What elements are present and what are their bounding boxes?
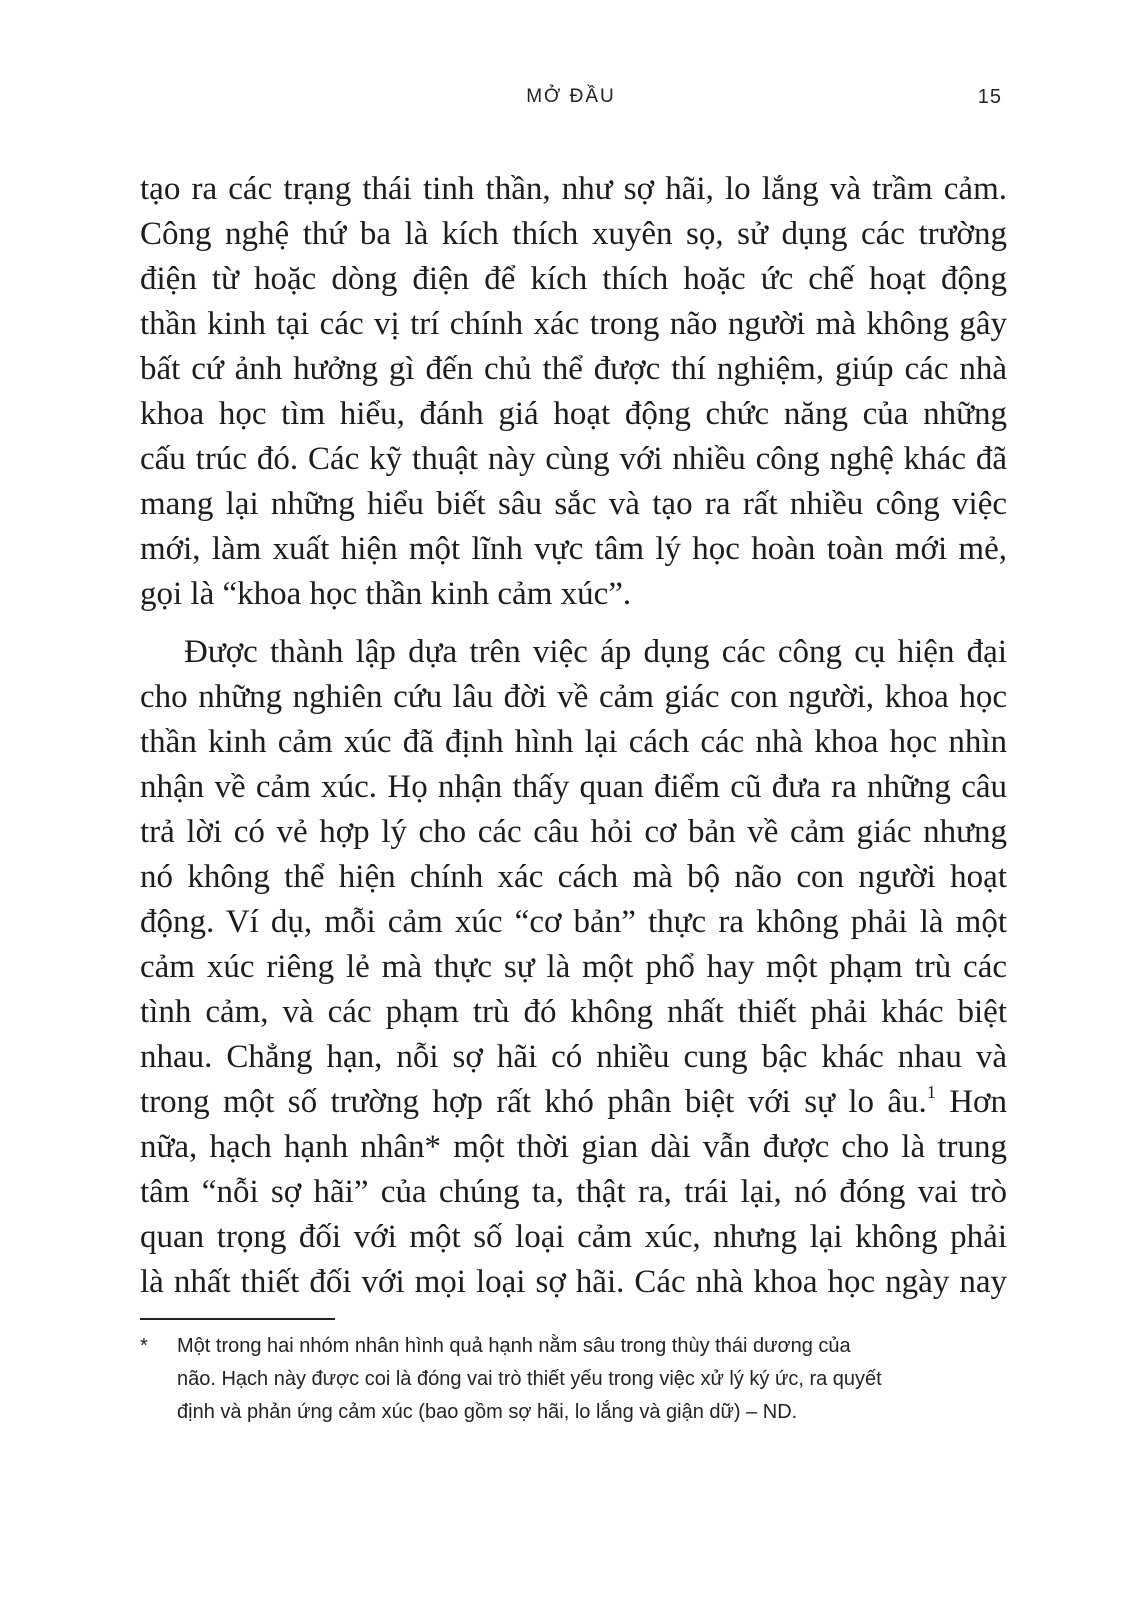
text-line: thần kinh cảm xúc đã định hình lại cách các nhà khoa học nhìn bbox=[140, 724, 1007, 760]
text-line: bất cứ ảnh hưởng gì đến chủ thể được thí nghiệm, giúp các nhà bbox=[140, 351, 1007, 387]
text-segment: Hơn bbox=[935, 1084, 1007, 1120]
text-line: gọi là “khoa học thần kinh cảm xúc”. bbox=[140, 576, 632, 612]
text-line: quan trọng đối với một số loại cảm xúc, nhưng lại không phải bbox=[140, 1219, 1007, 1255]
footnote-line: não. Hạch này được coi là đóng vai trò thiết yếu trong việc xử lý ký ức, ra quyết bbox=[177, 1368, 882, 1390]
text-line: mang lại những hiểu biết sâu sắc và tạo ra rất nhiều công việc bbox=[140, 486, 1007, 522]
text-line-with-footnote-ref bbox=[140, 1080, 1007, 1125]
text-line: nhận về cảm xúc. Họ nhận thấy quan điểm cũ đưa ra những câu bbox=[140, 769, 1007, 805]
text-line: khoa học tìm hiểu, đánh giá hoạt động chức năng của những bbox=[140, 396, 1007, 432]
text-line: tâm “nỗi sợ hãi” của chúng ta, thật ra, trái lại, nó đóng vai trò bbox=[140, 1174, 1007, 1210]
running-header-title: MỞ ĐẦU bbox=[526, 86, 616, 107]
text-line: nhau. Chẳng hạn, nỗi sợ hãi có nhiều cung bậc khác nhau và bbox=[140, 1039, 1007, 1075]
footnote bbox=[140, 1330, 1007, 1429]
text-line: Được thành lập dựa trên việc áp dụng các công cụ hiện đại bbox=[184, 634, 1007, 670]
paragraph-2 bbox=[140, 630, 1007, 1305]
text-line: cảm xúc riêng lẻ mà thực sự là một phổ hay một phạm trù các bbox=[140, 949, 1007, 985]
footnote-line: Một trong hai nhóm nhân hình quả hạnh nằm sâu trong thùy thái dương của bbox=[177, 1335, 851, 1357]
footnote-marker: * bbox=[140, 1335, 148, 1357]
text-line: cấu trúc đó. Các kỹ thuật này cùng với nhiều công nghệ khác đã bbox=[140, 441, 1007, 477]
text-line: động. Ví dụ, mỗi cảm xúc “cơ bản” thực ra không phải là một bbox=[140, 904, 1007, 940]
text-line: nó không thể hiện chính xác cách mà bộ não con người hoạt bbox=[140, 859, 1007, 895]
text-line: tạo ra các trạng thái tinh thần, như sợ hãi, lo lắng và trầm cảm. bbox=[140, 171, 1007, 207]
text-segment: trong một số trường hợp rất khó phân biệt với sự lo âu. bbox=[140, 1084, 927, 1120]
paragraph-gap bbox=[140, 617, 1007, 630]
footnote-divider bbox=[140, 1318, 335, 1320]
footnote-line: định và phản ứng cảm xúc (bao gồm sợ hãi, lo lắng và giận dữ) – ND. bbox=[177, 1401, 798, 1423]
paragraph-1 bbox=[140, 167, 1007, 617]
text-line: tình cảm, và các phạm trù đó không nhất thiết phải khác biệt bbox=[140, 994, 1007, 1030]
text-line: là nhất thiết đối với mọi loại sợ hãi. Các nhà khoa học ngày nay bbox=[140, 1264, 1007, 1300]
text-line: điện từ hoặc dòng điện để kích thích hoặc ức chế hoạt động bbox=[140, 261, 1007, 297]
footnote-reference[interactable]: 1 bbox=[926, 1082, 936, 1102]
text-line: mới, làm xuất hiện một lĩnh vực tâm lý học hoàn toàn mới mẻ, bbox=[140, 531, 1007, 567]
page-number: 15 bbox=[977, 86, 1002, 108]
text-line: nữa, hạch hạnh nhân* một thời gian dài vẫn được cho là trung bbox=[140, 1129, 1007, 1165]
body-text bbox=[140, 167, 1007, 1305]
text-line: Công nghệ thứ ba là kích thích xuyên sọ, sử dụng các trường bbox=[140, 216, 1007, 252]
text-line: thần kinh tại các vị trí chính xác trong não người mà không gây bbox=[140, 306, 1007, 342]
footnote-text bbox=[177, 1330, 1007, 1429]
text-line: trả lời có vẻ hợp lý cho các câu hỏi cơ bản về cảm giác nhưng bbox=[140, 814, 1007, 850]
text-line: cho những nghiên cứu lâu đời về cảm giác con người, khoa học bbox=[140, 679, 1007, 715]
